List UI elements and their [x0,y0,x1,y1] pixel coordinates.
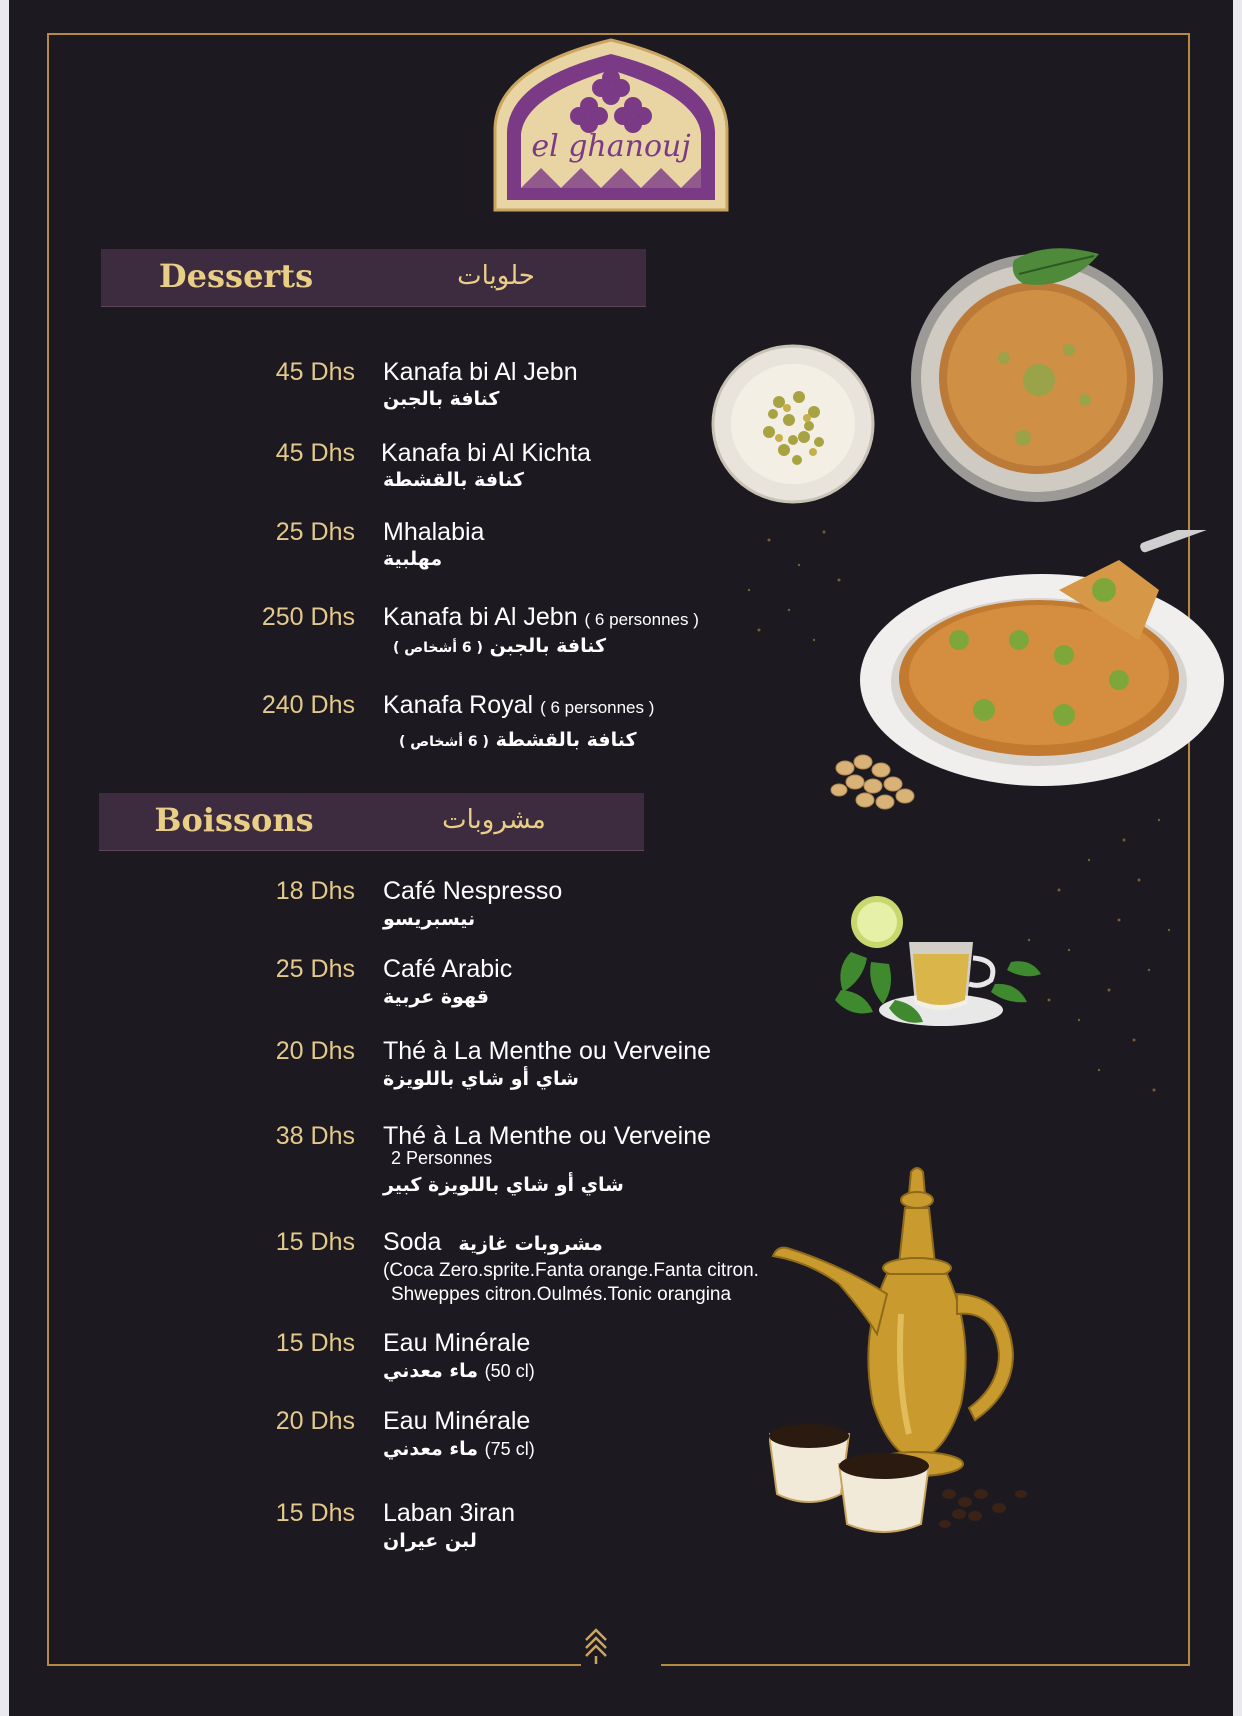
item-name-text: Kanafa Royal [383,691,534,719]
item-name-arabic: نيسبريسو [383,908,476,930]
boissons-title: Boissons [154,801,314,839]
item-price: 15 Dhs [275,1329,355,1357]
boissons-title-arabic: مشروبات [442,805,546,835]
item-name-arabic: مشروبات غازية [458,1233,603,1255]
item-price: 15 Dhs [275,1499,355,1527]
item-name-arabic: مهلبية [383,548,443,570]
item-name: Laban 3iran [383,1499,516,1527]
item-name [383,603,699,632]
item-name [383,1228,603,1257]
nuts-image [825,750,921,814]
item-portion-note: ( 6 personnes ) [584,610,699,629]
item-price: 20 Dhs [275,1037,355,1065]
item-name: Thé à La Menthe ou Verveine [383,1037,712,1065]
item-name-text: Kanafa bi Al Jebn [383,603,578,631]
restaurant-logo [491,38,731,214]
item-portion-note-arabic: ( 6 أشخاص ) [399,734,489,750]
item-name-text: Soda [383,1228,442,1256]
item-portion-note: 2 Personnes [391,1148,493,1168]
mint-tea-cup-image [831,892,1045,1038]
item-price: 45 Dhs [275,439,355,467]
item-price: 15 Dhs [275,1228,355,1256]
item-price: 25 Dhs [275,955,355,983]
item-name-arabic: شاي أو شاي باللويزة كبير [383,1174,624,1196]
item-name-arabic-text: ماء معدني [383,1360,479,1382]
item-name: Thé à La Menthe ou Verveine [383,1122,712,1150]
item-detail-line-2: Shweppes citron.Oulmés.Tonic orangina [391,1284,732,1305]
menu-page [9,0,1233,1716]
item-name-arabic: قهوة عربية [383,986,489,1008]
item-name-arabic: كنافة بالقشطة [383,469,524,491]
kunafa-plate-image [909,240,1169,504]
arabic-coffee-pot-image [769,1164,1069,1544]
item-price: 20 Dhs [275,1407,355,1435]
item-name-arabic [383,1360,535,1382]
item-name [383,691,654,720]
item-price: 25 Dhs [275,518,355,546]
item-name: Eau Minérale [383,1329,531,1357]
boissons-header [99,793,644,851]
item-detail-line-1: (Coca Zero.sprite.Fanta orange.Fanta citron. [383,1260,759,1281]
item-name-arabic-text: كنافة بالقشطة [495,729,637,751]
item-price: 18 Dhs [275,877,355,905]
item-size: (75 cl) [484,1439,535,1459]
item-price: 38 Dhs [275,1122,355,1150]
item-name: Mhalabia [383,518,485,546]
item-name: Café Arabic [383,955,513,983]
scroll-up-chevron-icon [583,1626,609,1666]
item-name-arabic [393,635,606,657]
item-price: 250 Dhs [261,603,355,631]
desserts-title: Desserts [158,257,314,295]
pistachio-bowl-image [709,342,877,504]
item-name: Eau Minérale [383,1407,531,1435]
item-name: Kanafa bi Al Jebn [383,358,578,386]
item-name-arabic: شاي أو شاي باللويزة [383,1068,579,1090]
item-price: 45 Dhs [275,358,355,386]
item-portion-note: ( 6 personnes ) [540,698,655,717]
item-name-arabic: كنافة بالجبن [383,388,500,410]
item-name-arabic: لبن عيران [383,1530,477,1552]
item-name-arabic [383,1438,535,1460]
desserts-title-arabic: حلويات [457,261,535,291]
item-name-arabic-text: ماء معدني [383,1438,479,1460]
item-name: Kanafa bi Al Kichta [381,439,591,467]
item-size: (50 cl) [484,1361,535,1381]
logo-text: el ghanouj [531,129,691,164]
item-price: 240 Dhs [261,691,355,719]
item-name-arabic-text: كنافة بالجبن [489,635,607,657]
item-portion-note-arabic: ( 6 أشخاص ) [393,640,483,656]
desserts-header [101,249,646,307]
item-name-arabic [399,729,637,751]
item-name: Café Nespresso [383,877,563,905]
